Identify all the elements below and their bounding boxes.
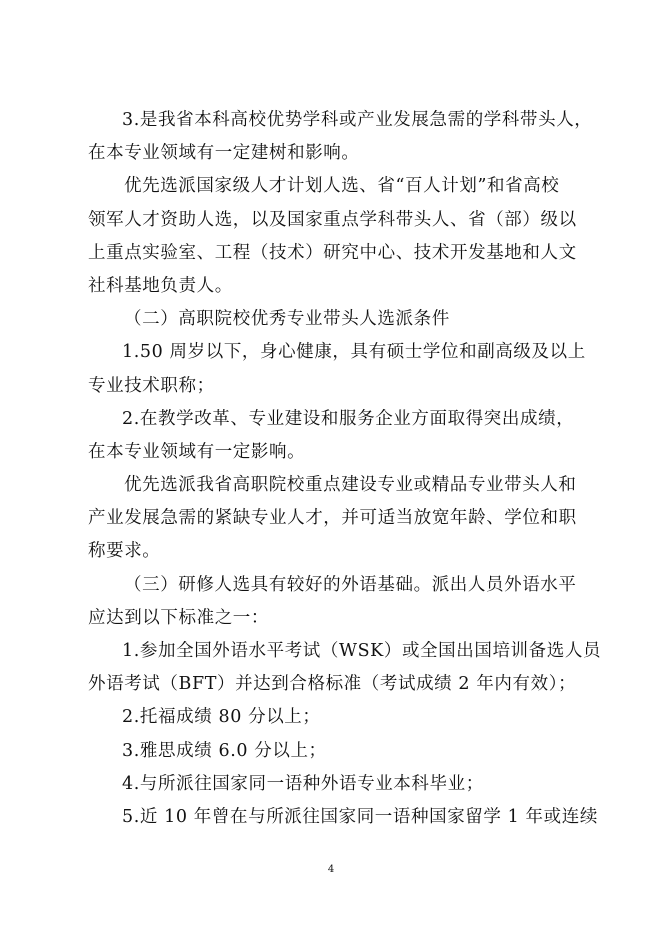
paragraph-line: 5.近 10 年曾在与所派往国家同一语种国家留学 1 年或连续: [122, 806, 598, 827]
paragraph-line: 上重点实验室、工程（技术）研究中心、技术开发基地和人文: [88, 242, 577, 263]
paragraph-line: 优先选派国家级人才计划人选、省“百人计划”和省高校: [124, 176, 560, 197]
paragraph-line: 1.参加全国外语水平考试（WSK）或全国出国培训备选人员: [122, 641, 602, 661]
paragraph-line: 产业发展急需的紧缺专业人才，并可适当放宽年龄、学位和职: [88, 508, 577, 529]
paragraph-line: 社科基地负责人。: [88, 275, 233, 296]
paragraph-line: 1.50 周岁以下，身心健康，具有硕士学位和副高级及以上: [122, 342, 586, 363]
paragraph-line: 4.与所派往国家同一语种外语专业本科毕业；: [122, 773, 484, 794]
paragraph-line: 领军人才资助人选，以及国家重点学科带头人、省（部）级以: [88, 209, 577, 230]
paragraph-line: 优先选派我省高职院校重点建设专业或精品专业带头人和: [124, 475, 577, 496]
section-heading: （三）研修人选具有较好的外语基础。派出人员外语水平: [124, 574, 577, 595]
paragraph-line: 在本专业领域有一定建树和影响。: [88, 143, 360, 164]
paragraph-line: 在本专业领域有一定影响。: [88, 441, 306, 462]
paragraph-line: 3.是我省本科高校优势学科或产业发展急需的学科带头人，: [122, 110, 593, 130]
paragraph-line: 专业技术职称；: [88, 375, 215, 396]
paragraph-line: 应达到以下标准之一：: [88, 607, 269, 628]
paragraph-line: 3.雅思成绩 6.0 分以上；: [122, 740, 327, 761]
paragraph-line: 2.在教学改革、专业建设和服务企业方面取得突出成绩，: [122, 408, 575, 429]
paragraph-line: 称要求。: [88, 541, 161, 562]
paragraph-line: 2.托福成绩 80 分以上；: [122, 707, 321, 728]
document-body: [88, 104, 602, 834]
paragraph-line: 外语考试（BFT）并达到合格标准（考试成绩 2 年内有效）；: [88, 674, 577, 695]
page-number: 4: [327, 864, 335, 875]
section-heading: （二）高职院校优秀专业带头人选派条件: [124, 309, 450, 330]
